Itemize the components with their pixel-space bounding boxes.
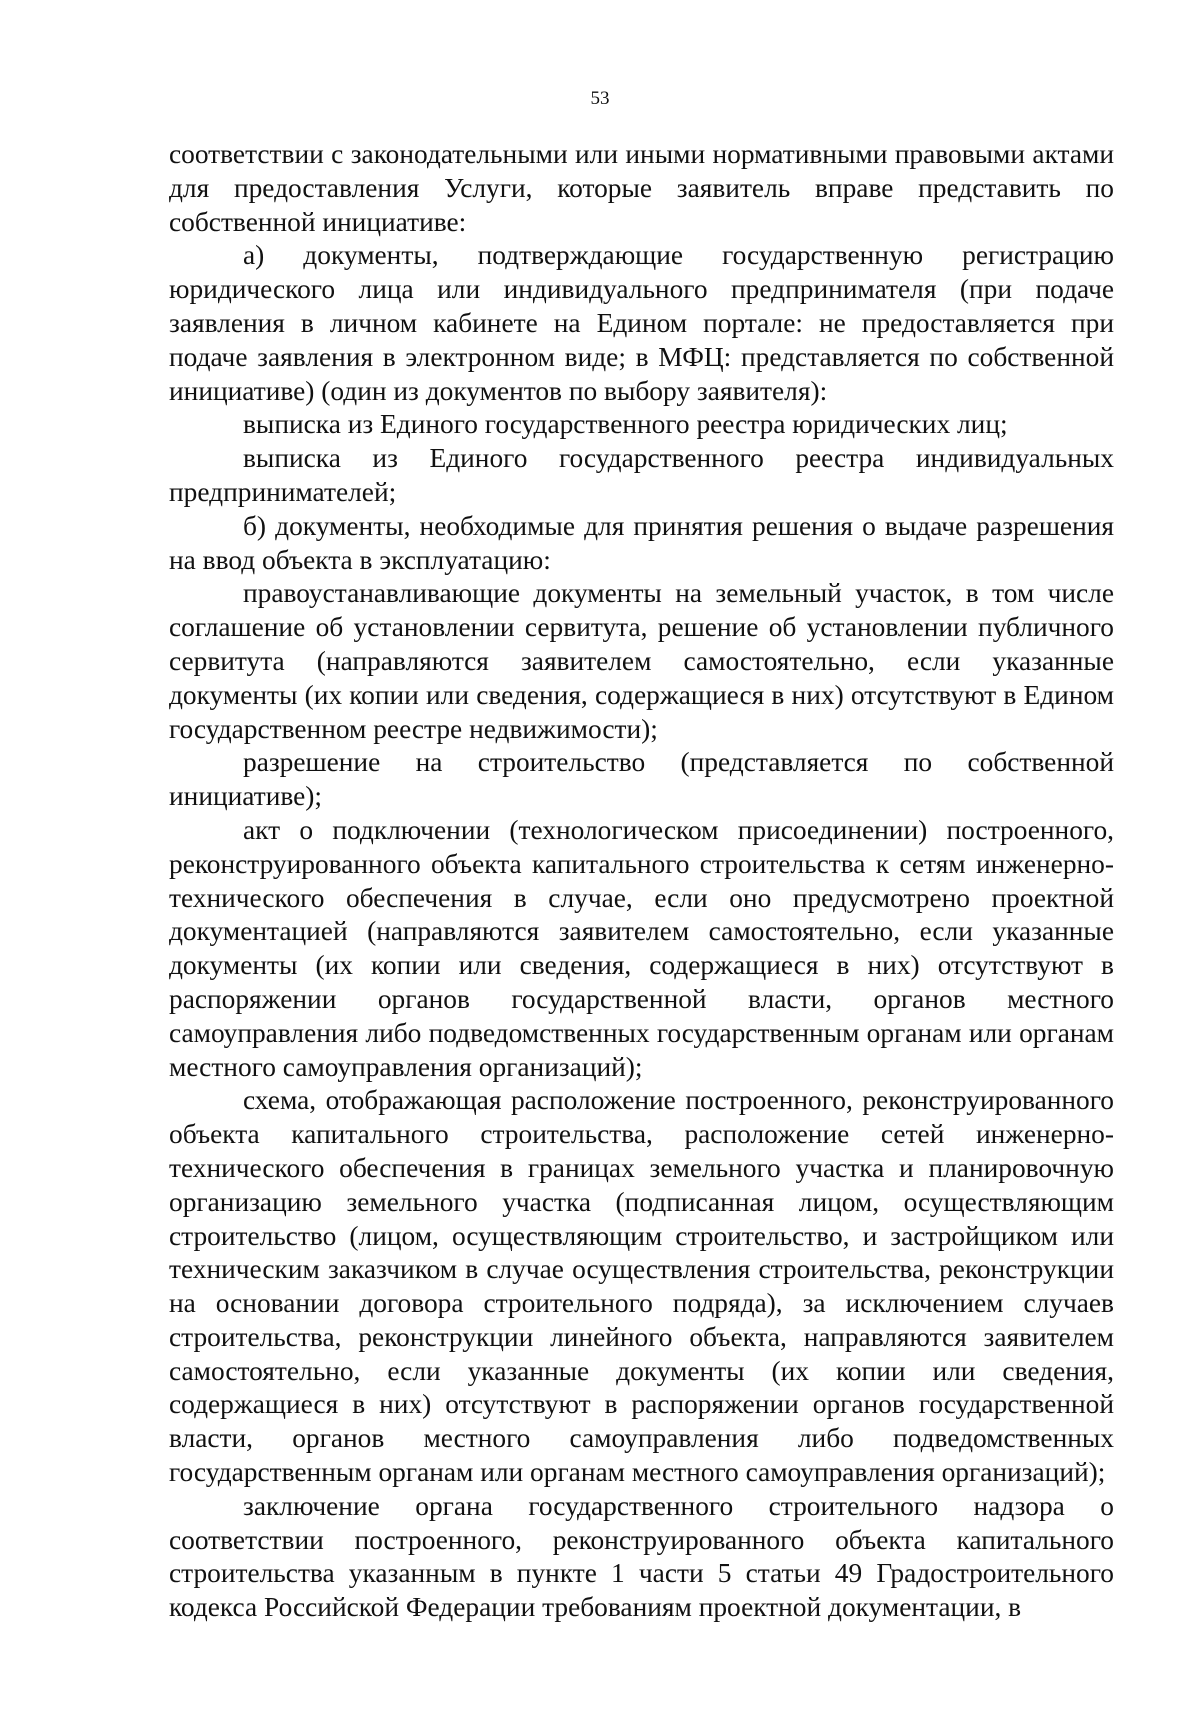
document-body [169, 138, 1114, 1625]
page-number: 53 [590, 88, 610, 109]
paragraph-supervision-conclusion: заключение органа государственного строительного надзора о соответствии построенного, реконструированного объекта капитального строительства указанным в пункте 1 части 5 статьи 49 Градостроительного кодекса Российской Федерации требованиям проектной документации, в [169, 1490, 1114, 1623]
paragraph-continuation: соответствии с законодательными или иными нормативными правовыми актами для предоставления Услуги, которые заявитель вправе представить по собственной инициативе: [169, 139, 1114, 237]
paragraph-land-title-documents: правоустанавливающие документы на земельный участок, в том числе соглашение об установлении сервитута, решение об установлении публичного сервитута (направляются заявителем самостоятельно, если указанные документы (их копии или сведения, содержащиеся в них) отсутствуют в Едином государственном реестре недвижимости); [169, 578, 1114, 744]
paragraph-location-scheme: схема, отображающая расположение построенного, реконструированного объекта капитального строительства, расположение сетей инженерно-технического обеспечения в границах земельного участка и планировочную организацию земельного участка (подписанная лицом, осуществляющим строительство (лицом, осуществляющим строительство, и застройщиком или техническим заказчиком в случае осуществления строительства, реконструкции на основании договора строительного подряда), за исключением случаев строительства, реконструкции линейного объекта, направляются заявителем самостоятельно, если указанные документы (их копии или сведения, содержащиеся в них) отсутствуют в распоряжении органов государственной власти, органов местного самоуправления либо подведомственных государственным органам или органам местного самоуправления организаций); [169, 1085, 1114, 1488]
paragraph-item-b: б) документы, необходимые для принятия решения о выдаче разрешения на ввод объекта в эксплуатацию: [169, 510, 1114, 575]
paragraph-building-permit: разрешение на строительство (представляется по собственной инициативе); [169, 747, 1114, 812]
paragraph-egrip-extract: выписка из Единого государственного реестра индивидуальных предпринимателей; [169, 443, 1114, 507]
paragraph-item-a: а) документы, подтверждающие государственную регистрацию юридического лица или индивидуального предпринимателя (при подаче заявления в личном кабинете на Едином портале: не предоставляется при подаче заявления в электронном виде; в МФЦ: представляется по собственной инициативе) (один из документов по выбору заявителя): [169, 240, 1114, 406]
paragraph-egrul-extract: выписка из Единого государственного реестра юридических лиц; [243, 409, 1008, 440]
paragraph-connection-act: акт о подключении (технологическом присоединении) построенного, реконструированного объекта капитального строительства к сетям инженерно-технического обеспечения в случае, если оно предусмотрено проектной документацией (направляются заявителем самостоятельно, если указанные документы (их копии или сведения, содержащиеся в них) отсутствуют в распоряжении органов государственной власти, органов местного самоуправления либо подведомственных государственным органам или органам местного самоуправления организаций); [169, 814, 1114, 1082]
